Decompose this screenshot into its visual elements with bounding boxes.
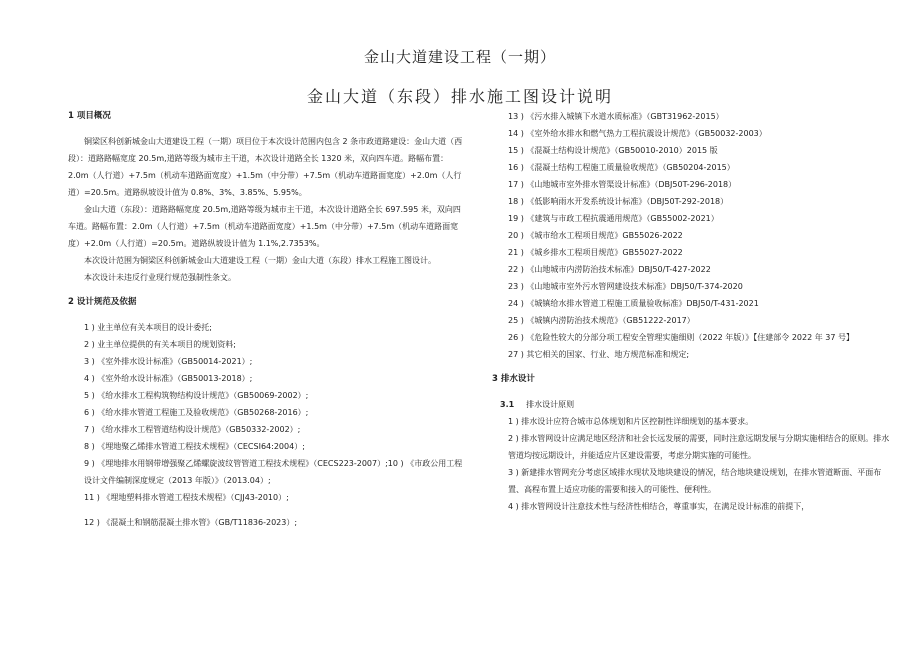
section1-paragraph: 本次设计范围为铜梁区科创新城金山大道建设工程（一期）金山大道（东段）排水工程施工图设计。: [84, 256, 436, 265]
principle-item: 4 ) 排水管网设计注意技术性与经济性相结合，尊重事实，在满足设计标准的前提下，: [508, 502, 810, 511]
left-column: [68, 108, 463, 531]
section1-paragraph: 金山大道（东段）：道路路幅宽度 20.5m,道路等级为城市主干道，本次设计道路全长 697.595 米，双向四车道。路幅布置：2.0m（人行道）+7.5m（机动车道路面宽度）+1.5m（中分带）+7.5m（机动车道路面宽度）+2.0m（人行道）=20.5m。道路纵坡设计值为 1.1%,2.7353%。: [68, 205, 461, 248]
subsection-heading: [492, 396, 892, 413]
reference-item: 1 ) 业主单位有关本项目的设计委托;: [84, 323, 212, 332]
reference-item: 5 ) 《给水排水工程构筑物结构设计规范》（GB50069-2002）;: [84, 391, 309, 400]
reference-item: 6 ) 《给水排水管道工程施工及验收规范》（GB50268-2016）;: [84, 408, 309, 417]
reference-item: 3 ) 《室外排水设计标准》（GB50014-2021）;: [84, 357, 253, 366]
reference-item: 14 ) 《室外给水排水和燃气热力工程抗震设计规范》（GB50032-2003）: [508, 129, 767, 138]
principle-item: 2 ) 排水管网设计应满足地区经济和社会长远发展的需要，同时注意远期发展与分期实施相结合的原则。排水管道均按远期设计，并能适应片区建设需要，考虑分期实施的可能性。: [508, 434, 890, 460]
reference-item: 27 ) 其它相关的国家、行业、地方规范标准和规定;: [508, 350, 690, 359]
reference-item: 12 ) 《混凝土和钢筋混凝土排水管》（GB/T11836-2023）;: [84, 518, 298, 527]
document-title: 金山大道建设工程（一期）: [363, 48, 556, 66]
reference-item: 7 ) 《给水排水工程管道结构设计规范》（GB50332-2002）;: [84, 425, 301, 434]
principle-item: 1 ) 排水设计应符合城市总体规划和片区控制性详细规划的基本要求。: [508, 417, 754, 426]
right-column: [492, 108, 892, 515]
subsection-number: 3.1: [500, 400, 515, 409]
reference-item: 26 ) 《危险性较大的分部分项工程安全管理实施细则（2022 年版）》【住建部令 2022 年 37 号】: [508, 333, 854, 342]
reference-item: 11 ) 《埋地塑料排水管道工程技术规程》（CJJ43-2010）;: [84, 493, 289, 502]
reference-item: 20 ) 《城市给水工程项目规范》GB55026-2022: [508, 231, 683, 240]
section1-paragraph: 本次设计未违反行业现行规范强制性条文。: [84, 273, 236, 282]
reference-item: 18 ) 《低影响雨水开发系统设计标准》（DBJ50T-292-2018）: [508, 197, 729, 206]
principle-item: 3 ) 新建排水管网充分考虑区域排水现状及地块建设的情况，结合地块建设规划，在排水管道断面、平面布置、高程布置上适应功能的需要和接入的可能性、便利性。: [508, 468, 882, 494]
reference-item: 25 ) 《城镇内涝防治技术规范》（GB51222-2017）: [508, 316, 695, 325]
reference-item: 9 ) 《埋地排水用钢带增强聚乙烯螺旋波纹管管道工程技术规程》（CECS223-2007）;10 ) 《市政公用工程设计文件编制深度规定（2013 年版）》（2013.04）;: [84, 459, 463, 485]
reference-item: 23 ) 《山地城市室外污水管网建设技术标准》DBJ50/T-374-2020: [508, 282, 743, 291]
section3-heading: 3 排水设计: [492, 374, 535, 384]
reference-item: 22 ) 《山地城市内涝防治技术标准》DBJ50/T-427-2022: [508, 265, 711, 274]
reference-item: 16 ) 《混凝土结构工程施工质量验收规范》（GB50204-2015）: [508, 163, 735, 172]
reference-item: 19 ) 《建筑与市政工程抗震通用规范》（GB55002-2021）: [508, 214, 719, 223]
reference-item: 8 ) 《埋地聚乙烯排水管道工程技术规程》（CECSI64:2004）;: [84, 442, 305, 451]
section2-heading: 2 设计规范及依据: [68, 297, 137, 307]
subsection-title: 排水设计原则: [526, 400, 575, 409]
reference-item: 2 ) 业主单位提供的有关本项目的规划资料;: [84, 340, 236, 349]
section1-paragraph: 铜梁区科创新城金山大道建设工程（一期）项目位于本次设计范围内包含 2 条市政道路建设：金山大道（西段）：道路路幅宽度 20.5m,道路等级为城市主干道，本次设计道路全长 1320 米，双向四车道。路幅布置：2.0m（人行道）+7.5m（机动车道路面宽度）+1.5m（中分带）+7.5m（机动车道路面宽度）+2.0m（人行道）=20.5m。道路纵坡设计值为 0.8%、3%、3.85%、5.95%。: [68, 137, 463, 197]
reference-item: 21 ) 《城乡排水工程项目规范》GB55027-2022: [508, 248, 683, 257]
reference-item: 4 ) 《室外给水设计标准》（GB50013-2018）;: [84, 374, 253, 383]
reference-item: 24 ) 《城镇给水排水管道工程施工质量验收标准》DBJ50/T-431-2021: [508, 299, 759, 308]
section1-heading: 1 项目概况: [68, 111, 111, 121]
reference-item: 13 ) 《污水排入城镇下水道水质标准》（GBT31962-2015）: [508, 112, 724, 121]
reference-item: 17 ) 《山地城市室外排水管渠设计标准》（DBJ50T-296-2018）: [508, 180, 737, 189]
reference-item: 15 ) 《混凝土结构设计规范》（GB50010-2010）2015 版: [508, 146, 718, 155]
document-subtitle: 金山大道（东段）排水施工图设计说明: [306, 87, 613, 106]
